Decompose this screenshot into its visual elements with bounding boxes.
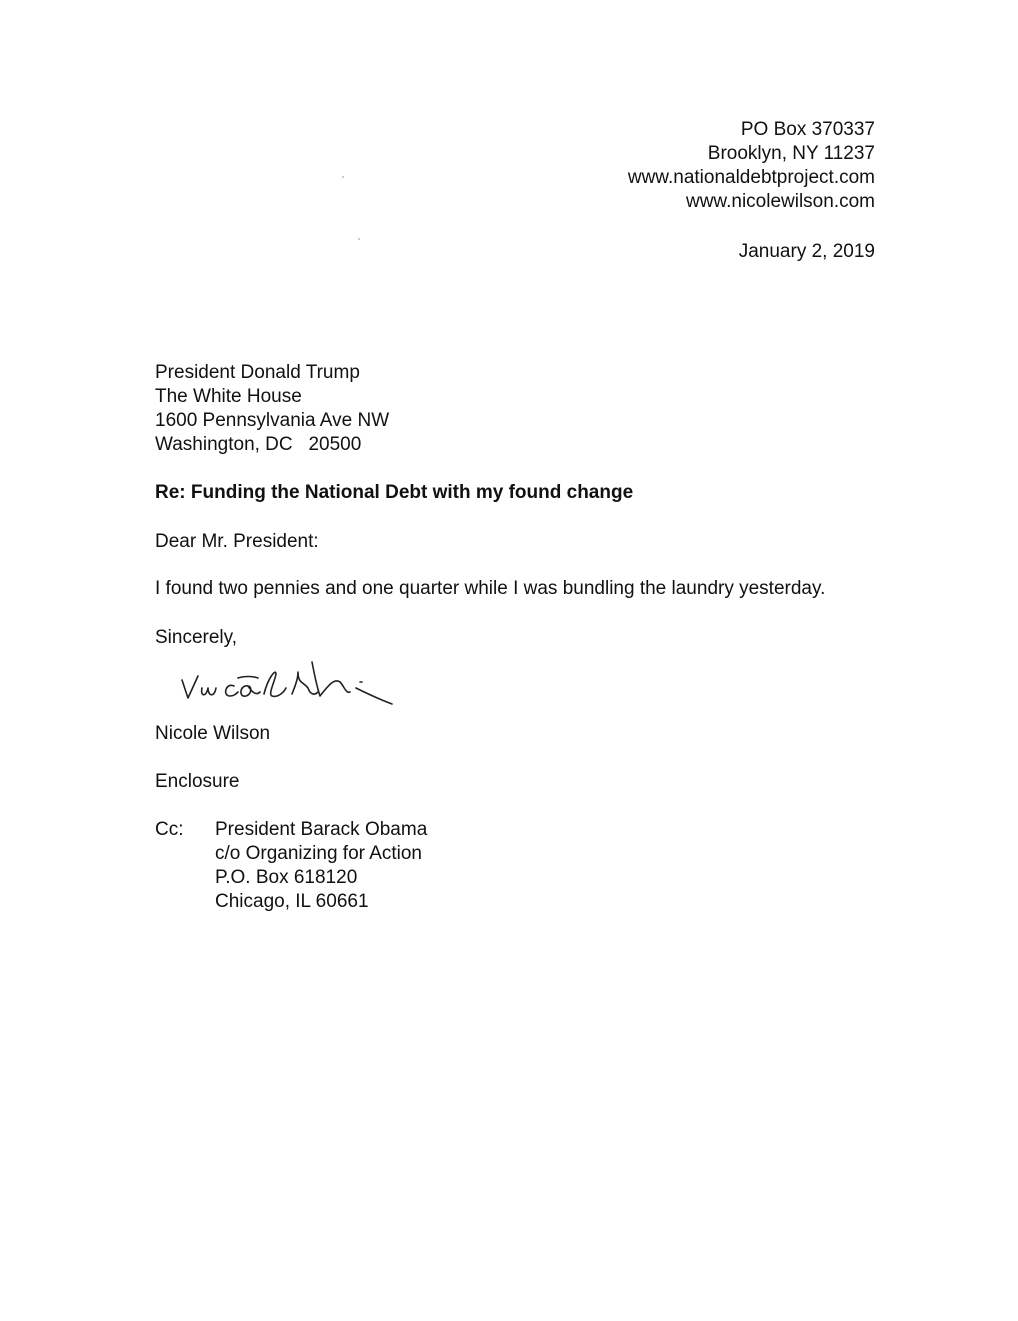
closing: Sincerely, — [155, 627, 238, 648]
recipient-address-block — [155, 361, 389, 457]
cc-city-state-zip: Chicago, IL 60661 — [215, 891, 369, 912]
enclosure-notation: Enclosure — [155, 771, 240, 792]
recipient-city-state-zip: Washington, DC 20500 — [155, 434, 362, 455]
signer-name: Nicole Wilson — [155, 723, 271, 744]
cc-recipient-name: President Barack Obama — [215, 819, 428, 840]
recipient-organization: The White House — [155, 386, 302, 407]
sender-website-personal: www.nicolewilson.com — [685, 191, 875, 212]
sender-city-state-zip: Brooklyn, NY 11237 — [707, 143, 875, 164]
subject-line: Re: Funding the National Debt with my found change — [155, 482, 634, 503]
recipient-street: 1600 Pennsylvania Ave NW — [155, 410, 390, 431]
salutation: Dear Mr. President: — [155, 531, 319, 552]
handwritten-signature — [172, 648, 422, 710]
scan-speck — [342, 176, 344, 178]
sender-po-box: PO Box 370337 — [740, 119, 875, 140]
recipient-name: President Donald Trump — [155, 362, 360, 383]
scan-speck — [358, 238, 360, 240]
cc-care-of: c/o Organizing for Action — [215, 843, 422, 864]
cc-po-box: P.O. Box 618120 — [215, 867, 358, 888]
sender-website-project: www.nationaldebtproject.com — [627, 167, 875, 188]
sender-address-block — [628, 118, 875, 214]
cc-address-block — [215, 818, 427, 914]
body-paragraph: I found two pennies and one quarter while I was bundling the laundry yesterday. — [155, 578, 826, 599]
cc-label: Cc: — [155, 819, 184, 840]
letter-date: January 2, 2019 — [738, 241, 875, 262]
